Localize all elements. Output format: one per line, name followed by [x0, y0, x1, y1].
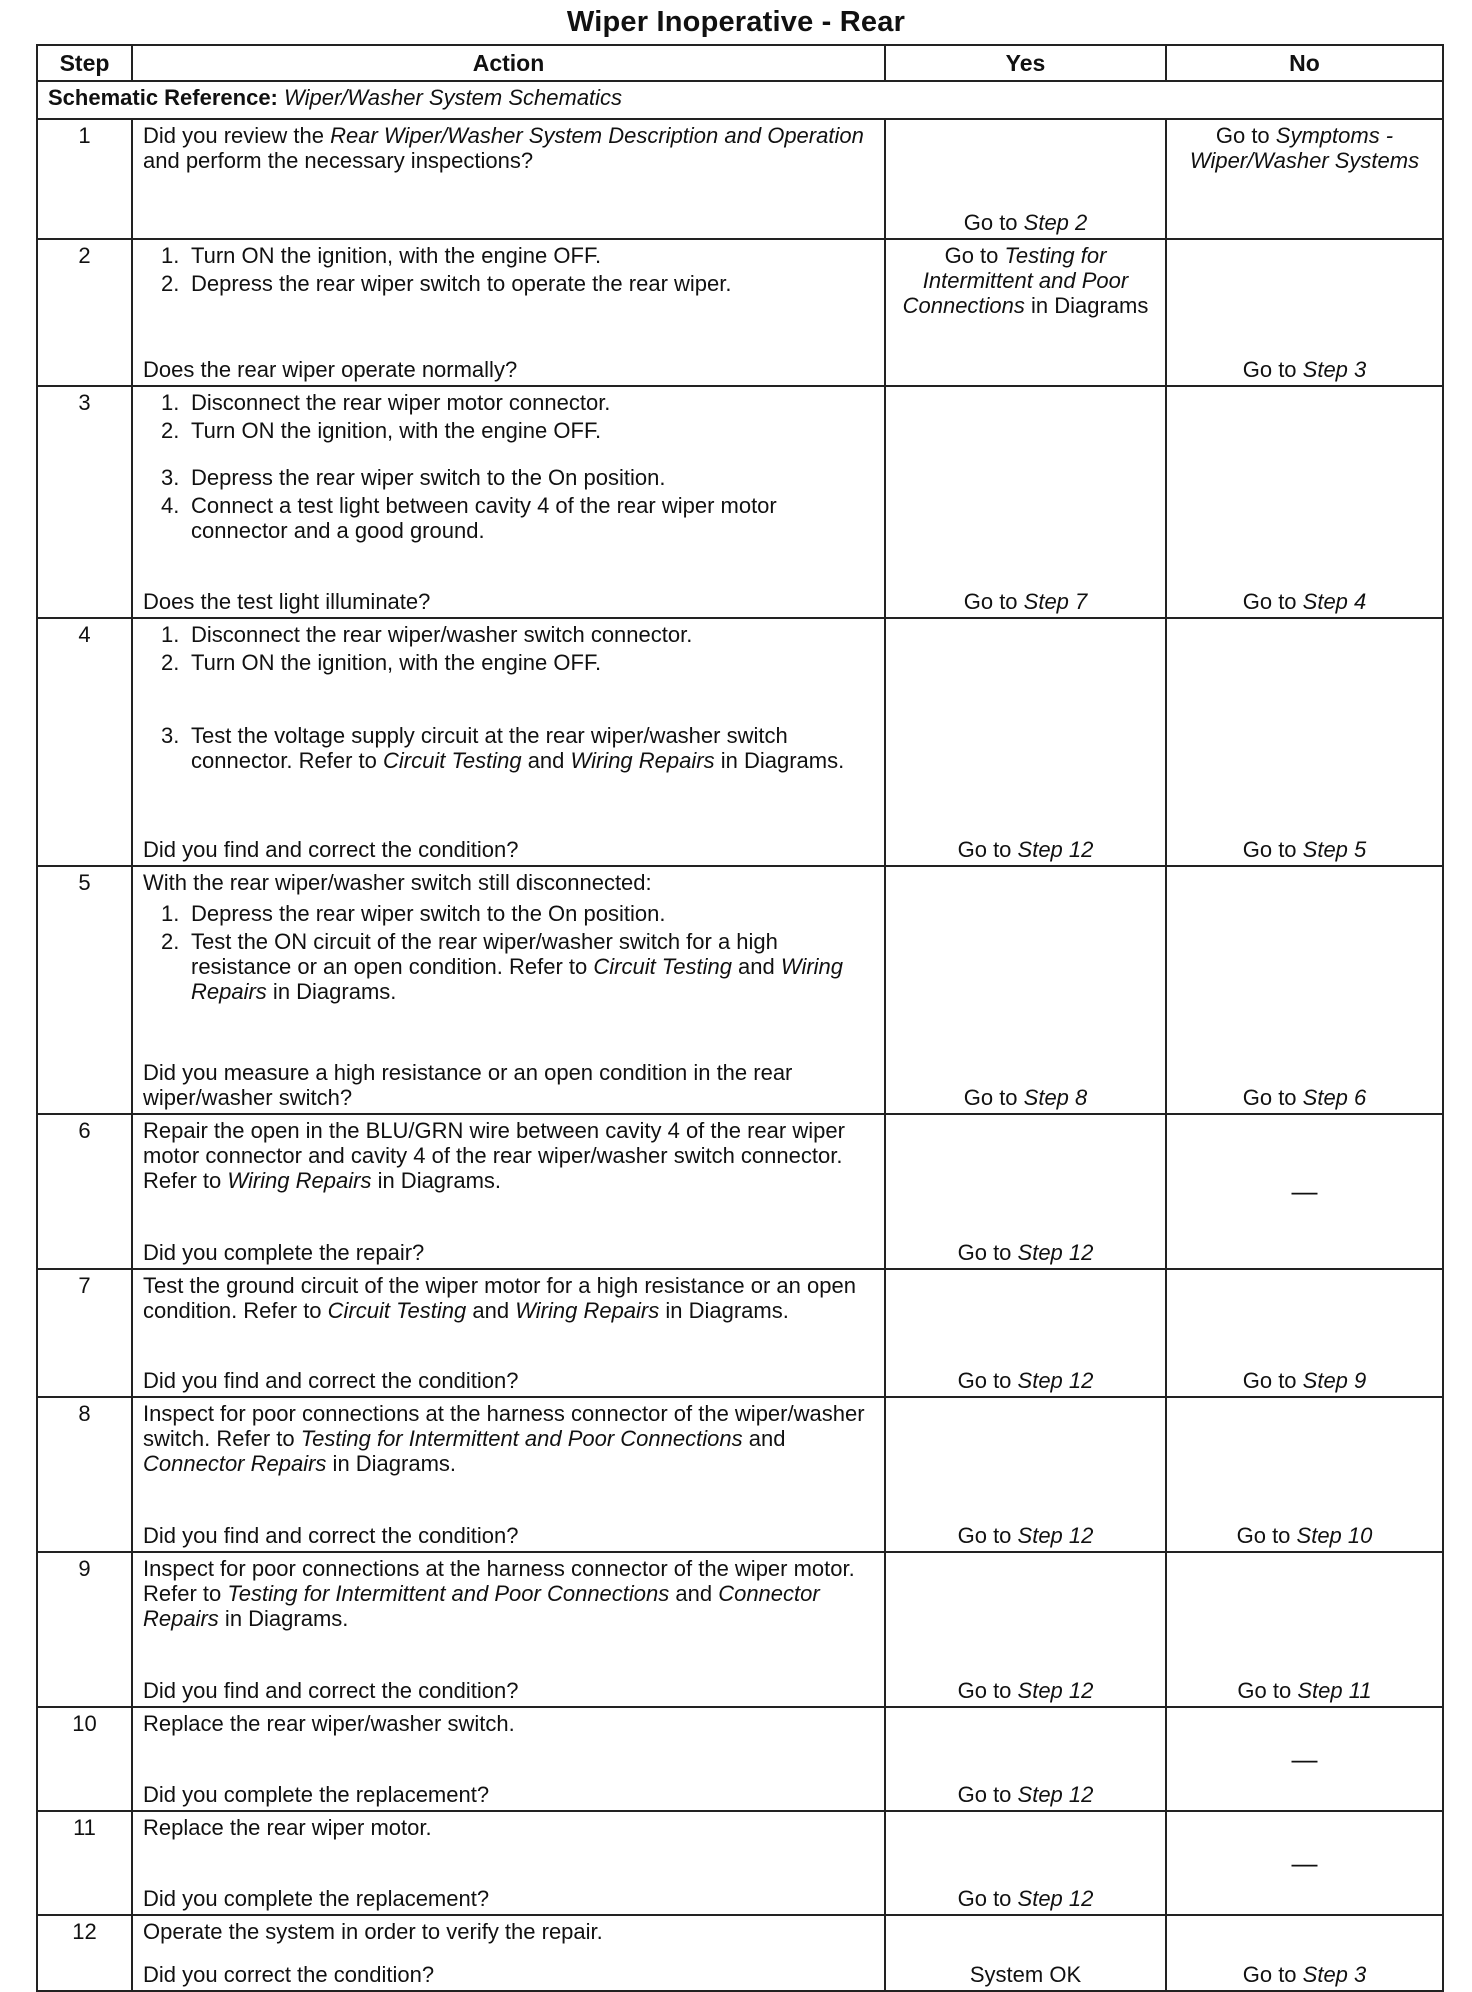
- action-list-item: [161, 929, 874, 1004]
- text-fragment: Disconnect the rear wiper motor connector.: [191, 390, 611, 415]
- step-number: 10: [37, 1707, 132, 1811]
- header-action: Action: [132, 45, 885, 81]
- list-number: 1.: [161, 243, 180, 268]
- step-row: [37, 1269, 1443, 1397]
- text-fragment: Go to: [957, 1782, 1018, 1807]
- reference-link-text: Step 2: [1023, 210, 1088, 235]
- yes-result-text: [896, 1240, 1155, 1265]
- yes-result-text: [896, 210, 1155, 235]
- no-result-text: [1177, 1523, 1432, 1548]
- no-result-text: [1177, 589, 1432, 614]
- list-number: 2.: [161, 650, 180, 675]
- action-list-item: [161, 650, 874, 675]
- text-fragment: Does the test light illuminate?: [143, 589, 431, 614]
- no-result: [1166, 1114, 1443, 1269]
- text-fragment: Test the ground circuit of the wiper motor for a high resistance or an open condition. Refer to: [143, 1273, 856, 1323]
- no-result-text: [1177, 357, 1432, 382]
- text-fragment: and: [742, 1426, 786, 1451]
- reference-link-text: Step 6: [1302, 1085, 1367, 1110]
- reference-link-text: Wiring Repairs: [570, 748, 715, 773]
- action-list-item: [161, 493, 874, 543]
- text-fragment: Did you measure a high resistance or an open condition in the rear wiper/washer switch?: [143, 1060, 793, 1110]
- header-row: [37, 45, 1443, 81]
- list-number: 3.: [161, 723, 180, 748]
- text-fragment: Go to: [963, 589, 1024, 614]
- no-result-dash: —: [1291, 1743, 1318, 1774]
- list-number: 2.: [161, 929, 180, 954]
- action-list-item: [161, 723, 874, 773]
- reference-link-text: Step 12: [1017, 1678, 1094, 1703]
- action-list: [143, 243, 874, 296]
- yes-result-text: [896, 1085, 1155, 1110]
- step-action: [132, 239, 885, 386]
- action-intro: [143, 870, 874, 895]
- text-fragment: in Diagrams.: [659, 1298, 789, 1323]
- yes-result: [885, 386, 1166, 618]
- step-action: [132, 1915, 885, 1991]
- step-number: 3: [37, 386, 132, 618]
- action-intro: [143, 1401, 874, 1476]
- text-fragment: Go to: [1236, 1523, 1297, 1548]
- step-action: [132, 1269, 885, 1397]
- yes-result-text: [896, 589, 1155, 614]
- list-text: [191, 723, 874, 773]
- no-result-text: [1177, 837, 1432, 862]
- page-title: Wiper Inoperative - Rear: [566, 6, 906, 38]
- step-action: [132, 1552, 885, 1707]
- schematic-reference-link: Wiper/Washer System Schematics: [284, 85, 623, 110]
- reference-link-text: Step 10: [1296, 1523, 1373, 1548]
- yes-result: [885, 1552, 1166, 1707]
- no-result: [1166, 618, 1443, 866]
- step-row: [37, 239, 1443, 386]
- no-result: [1166, 1707, 1443, 1811]
- no-result: [1166, 1552, 1443, 1707]
- text-fragment: in Diagrams.: [371, 1168, 502, 1193]
- reference-link-text: Step 4: [1302, 589, 1367, 614]
- action-list-item: [161, 390, 874, 415]
- text-fragment: Did you complete the replacement?: [143, 1782, 490, 1807]
- step-action: [132, 1707, 885, 1811]
- step-number: 6: [37, 1114, 132, 1269]
- text-fragment: Did you review the: [143, 123, 331, 148]
- list-number: 1.: [161, 390, 180, 415]
- yes-result: [885, 1114, 1166, 1269]
- no-result-dash: —: [1291, 1847, 1318, 1878]
- text-fragment: Go to: [963, 1085, 1024, 1110]
- reference-link-text: Step 8: [1023, 1085, 1088, 1110]
- schematic-reference-row: [37, 81, 1443, 119]
- yes-result: [885, 618, 1166, 866]
- action-list-item: [161, 901, 874, 926]
- step-row: [37, 1552, 1443, 1707]
- text-fragment: Go to: [957, 1368, 1018, 1393]
- text-fragment: Go to: [1242, 357, 1303, 382]
- text-fragment: Go to: [957, 1523, 1018, 1548]
- reference-link-text: Symptoms - Wiper/Washer Systems: [1189, 123, 1420, 173]
- list-text: [191, 650, 874, 675]
- text-fragment: Go to: [1242, 1085, 1303, 1110]
- text-fragment: Go to: [957, 1240, 1018, 1265]
- text-fragment: Go to: [944, 243, 1005, 268]
- text-fragment: in Diagrams.: [218, 1606, 349, 1631]
- text-fragment: Depress the rear wiper switch to operate the rear wiper.: [191, 271, 732, 296]
- step-action: [132, 866, 885, 1114]
- action-list: [143, 622, 874, 773]
- reference-link-text: Testing for Intermittent and Poor Connections: [300, 1426, 743, 1451]
- reference-link-text: Rear Wiper/Washer System Description and Operation: [330, 123, 864, 148]
- action-question: [143, 357, 874, 382]
- reference-link-text: Step 7: [1023, 589, 1088, 614]
- reference-link-text: Step 9: [1302, 1368, 1367, 1393]
- list-text: [191, 929, 874, 1004]
- text-fragment: Disconnect the rear wiper/washer switch connector.: [191, 622, 693, 647]
- step-row: [37, 1915, 1443, 1991]
- action-question: [143, 1962, 874, 1987]
- reference-link-text: Testing for Intermittent and Poor Connections: [227, 1581, 670, 1606]
- action-intro: [143, 1919, 874, 1944]
- action-question: [143, 1678, 874, 1703]
- text-fragment: Operate the system in order to verify the repair.: [143, 1919, 603, 1944]
- text-fragment: Did you find and correct the condition?: [143, 1368, 519, 1393]
- reference-link-text: Testing for Intermittent and Poor Connections: [902, 243, 1129, 318]
- step-row: [37, 386, 1443, 618]
- yes-result-text: [896, 1678, 1155, 1703]
- action-intro: [143, 1273, 874, 1323]
- action-list-item: [161, 271, 874, 296]
- yes-result: [885, 1397, 1166, 1552]
- action-intro: [143, 1711, 874, 1736]
- reference-link-text: Step 12: [1017, 837, 1094, 862]
- list-text: [191, 271, 874, 296]
- reference-link-text: Step 12: [1017, 1886, 1094, 1911]
- text-fragment: Replace the rear wiper/washer switch.: [143, 1711, 515, 1736]
- reference-link-text: Circuit Testing: [383, 748, 522, 773]
- text-fragment: in Diagrams.: [714, 748, 845, 773]
- text-fragment: Test the ON circuit of the rear wiper/washer switch for a high resistance or an open condition. Refer to: [191, 929, 778, 979]
- yes-result: [885, 1915, 1166, 1991]
- yes-result-text: [896, 837, 1155, 862]
- text-fragment: Go to: [1242, 589, 1303, 614]
- reference-link-text: Step 12: [1017, 1782, 1094, 1807]
- action-list: [143, 390, 874, 543]
- schematic-reference-label: Schematic Reference:: [48, 85, 278, 110]
- text-fragment: Inspect for poor connections at the harness connector of the wiper motor. Refer to: [143, 1556, 855, 1606]
- step-action: [132, 386, 885, 618]
- reference-link-text: Step 5: [1302, 837, 1367, 862]
- reference-link-text: Step 12: [1017, 1240, 1094, 1265]
- text-fragment: Turn ON the ignition, with the engine OFF.: [191, 243, 602, 268]
- step-row: [37, 866, 1443, 1114]
- text-fragment: Turn ON the ignition, with the engine OFF.: [191, 418, 602, 443]
- header-no: No: [1166, 45, 1443, 81]
- reference-link-text: Step 3: [1302, 357, 1367, 382]
- text-fragment: and: [669, 1581, 719, 1606]
- text-fragment: Did you correct the condition?: [143, 1962, 435, 1987]
- step-row: [37, 618, 1443, 866]
- text-fragment: Go to: [957, 837, 1018, 862]
- reference-link-text: Circuit Testing: [327, 1298, 467, 1323]
- text-fragment: Replace the rear wiper motor.: [143, 1815, 432, 1840]
- reference-link-text: Wiring Repairs: [515, 1298, 660, 1323]
- header-step: Step: [37, 45, 132, 81]
- no-result-dash: —: [1291, 1176, 1318, 1206]
- reference-link-text: Step 11: [1297, 1678, 1372, 1703]
- no-result: [1166, 386, 1443, 618]
- text-fragment: and perform the necessary inspections?: [143, 148, 534, 173]
- text-fragment: in Diagrams.: [266, 979, 397, 1004]
- yes-result: [885, 1269, 1166, 1397]
- list-text: [191, 901, 874, 926]
- step-row: [37, 1811, 1443, 1915]
- yes-result-text: [896, 1523, 1155, 1548]
- action-question: [143, 1886, 874, 1911]
- action-text: [143, 123, 874, 173]
- text-fragment: With the rear wiper/washer switch still disconnected:: [143, 870, 652, 895]
- step-action: [132, 1114, 885, 1269]
- list-number: 4.: [161, 493, 180, 518]
- yes-result: [885, 866, 1166, 1114]
- step-number: 9: [37, 1552, 132, 1707]
- text-fragment: in Diagrams: [1024, 293, 1149, 318]
- reference-link-text: Step 12: [1017, 1523, 1094, 1548]
- step-row: [37, 1397, 1443, 1552]
- text-fragment: Go to: [957, 1886, 1018, 1911]
- reference-link-text: Connector Repairs: [143, 1581, 820, 1631]
- action-list-item: [161, 465, 874, 490]
- list-text: [191, 622, 874, 647]
- list-text: [191, 243, 874, 268]
- list-text: [191, 390, 874, 415]
- no-result: [1166, 1915, 1443, 1991]
- text-fragment: Depress the rear wiper switch to the On position.: [191, 465, 666, 490]
- no-result: [1166, 239, 1443, 386]
- yes-result-text: [896, 1886, 1155, 1911]
- reference-link-text: Connector Repairs: [143, 1451, 327, 1476]
- action-question: [143, 837, 874, 862]
- text-fragment: Did you find and correct the condition?: [143, 1523, 519, 1548]
- step-row: [37, 1114, 1443, 1269]
- step-number: 2: [37, 239, 132, 386]
- action-intro: [143, 1815, 874, 1840]
- action-list-item: [161, 418, 874, 443]
- no-result-text: [1177, 1962, 1432, 1987]
- reference-link-text: Circuit Testing: [593, 954, 732, 979]
- action-list: [143, 901, 874, 1004]
- action-list-item: [161, 622, 874, 647]
- action-question: [143, 1368, 874, 1393]
- step-number: 11: [37, 1811, 132, 1915]
- text-fragment: Go to: [1215, 123, 1276, 148]
- schematic-reference: [37, 81, 1443, 119]
- action-question: [143, 1240, 874, 1265]
- list-number: 1.: [161, 901, 180, 926]
- step-number: 8: [37, 1397, 132, 1552]
- text-fragment: Did you find and correct the condition?: [143, 837, 519, 862]
- step-number: 7: [37, 1269, 132, 1397]
- action-question: [143, 589, 874, 614]
- text-fragment: Did you complete the repair?: [143, 1240, 425, 1265]
- step-row: [37, 119, 1443, 239]
- step-action: [132, 1397, 885, 1552]
- step-row: [37, 1707, 1443, 1811]
- no-result-text: [1177, 1085, 1432, 1110]
- list-number: 1.: [161, 622, 180, 647]
- text-fragment: Test the voltage supply circuit at the rear wiper/washer switch connector. Refer to: [191, 723, 788, 773]
- text-fragment: Does the rear wiper operate normally?: [143, 357, 518, 382]
- text-fragment: Go to: [1242, 1368, 1303, 1393]
- action-intro: [143, 1118, 874, 1193]
- action-question: [143, 1523, 874, 1548]
- action-intro: [143, 1556, 874, 1631]
- no-result: [1166, 866, 1443, 1114]
- no-result: [1166, 119, 1443, 239]
- step-action: [132, 618, 885, 866]
- step-number: 1: [37, 119, 132, 239]
- text-fragment: Go to: [963, 210, 1024, 235]
- step-number: 4: [37, 618, 132, 866]
- yes-result-text: [896, 243, 1155, 318]
- header-yes: Yes: [885, 45, 1166, 81]
- list-number: 2.: [161, 271, 180, 296]
- yes-result: [885, 239, 1166, 386]
- yes-result: [885, 119, 1166, 239]
- reference-link-text: Wiring Repairs: [227, 1168, 372, 1193]
- reference-link-text: Step 3: [1302, 1962, 1367, 1987]
- text-fragment: and: [466, 1298, 516, 1323]
- text-fragment: in Diagrams.: [326, 1451, 457, 1476]
- text-fragment: System OK: [969, 1962, 1082, 1987]
- yes-result: [885, 1707, 1166, 1811]
- no-result-text: [1177, 1368, 1432, 1393]
- step-action: [132, 119, 885, 239]
- text-fragment: Go to: [1237, 1678, 1298, 1703]
- list-text: [191, 465, 874, 490]
- text-fragment: Inspect for poor connections at the harness connector of the wiper/washer switch. Refer to: [143, 1401, 865, 1451]
- list-text: [191, 418, 874, 443]
- action-question: [143, 1782, 874, 1807]
- reference-link-text: Step 12: [1017, 1368, 1094, 1393]
- text-fragment: Go to: [1242, 837, 1303, 862]
- yes-result-text: [896, 1962, 1155, 1987]
- text-fragment: Depress the rear wiper switch to the On position.: [191, 901, 666, 926]
- no-result-text: [1177, 123, 1432, 173]
- text-fragment: and: [521, 748, 571, 773]
- text-fragment: Go to: [1242, 1962, 1303, 1987]
- text-fragment: and: [731, 954, 781, 979]
- text-fragment: Repair the open in the BLU/GRN wire between cavity 4 of the rear wiper motor connector and cavity 4 of the rear wiper/washer switch connector. Refer to: [143, 1118, 845, 1193]
- yes-result-text: [896, 1782, 1155, 1807]
- list-text: [191, 493, 874, 543]
- diagnostic-table: [36, 44, 1444, 1992]
- no-result: [1166, 1269, 1443, 1397]
- list-number: 2.: [161, 418, 180, 443]
- text-fragment: Connect a test light between cavity 4 of the rear wiper motor connector and a good ground.: [191, 493, 777, 543]
- step-number: 5: [37, 866, 132, 1114]
- no-result: [1166, 1397, 1443, 1552]
- yes-result-text: [896, 1368, 1155, 1393]
- reference-link-text: Wiring Repairs: [191, 954, 844, 1004]
- action-question: [143, 1060, 874, 1110]
- text-fragment: Turn ON the ignition, with the engine OFF.: [191, 650, 602, 675]
- text-fragment: Did you complete the replacement?: [143, 1886, 490, 1911]
- step-action: [132, 1811, 885, 1915]
- no-result: [1166, 1811, 1443, 1915]
- yes-result: [885, 1811, 1166, 1915]
- text-fragment: Did you find and correct the condition?: [143, 1678, 519, 1703]
- step-number: 12: [37, 1915, 132, 1991]
- action-list-item: [161, 243, 874, 268]
- text-fragment: Go to: [957, 1678, 1018, 1703]
- no-result-text: [1177, 1678, 1432, 1703]
- list-number: 3.: [161, 465, 180, 490]
